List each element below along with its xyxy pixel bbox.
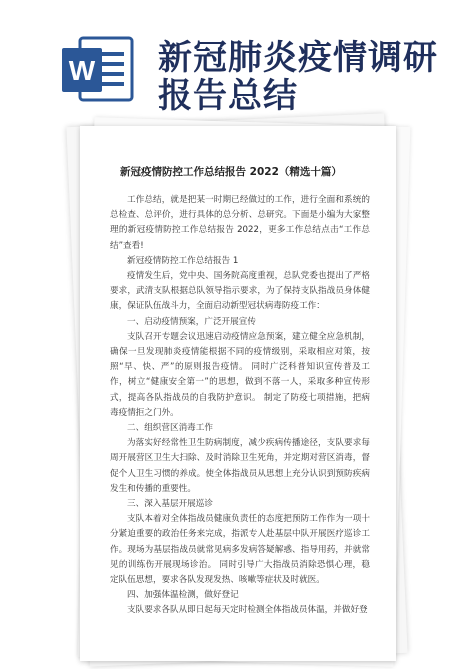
paragraph-section-4: 支队要求各队从即日起每天定时检测全体指战员体温，并做好登 — [127, 605, 368, 616]
paragraph-section-2: 为落实好经常性卫生防病制度，减少疾病传播途径，支队要求每周开展营区卫生大扫除、及时消除卫生死角，并定期对营区消毒，督促个人卫生习惯的养成。使全体指战员从思想上充分认识到预防疾病发生和传播的重要性。 — [110, 438, 370, 494]
paragraph-intro: 工作总结，就是把某一时期已经做过的工作，进行全面和系统的总检查、总评价，进行具体的总分析、总研究。下面是小编为大家整理的新冠疫情防控工作总结报告 2022，更多工作总结点击“工作总结”查看! — [110, 195, 370, 251]
section-heading-1: 一、启动疫情预案，广泛开展宣传 — [127, 316, 256, 327]
paragraph-section-1: 支队召开专题会议迅速启动疫情应急预案，建立健全应急机制，确保一旦发现肺炎疫情能根据不同的疫情级别，采取相应对策，按照“早、快、严”的原则报告疫情。 同时广泛科普知识宣传普及工作，树立“健康安全第一”的思想，做到不落一人，采取多种宣传形式，提高各队指战员的自我防护意识。 制定了防疫七项措施，把病毒疫情拒之门外。 — [110, 331, 370, 418]
paragraph-report-number: 新冠疫情防控工作总结报告 1 — [127, 255, 239, 266]
document-title: 新冠疫情防控工作总结报告 2022（精选十篇） — [120, 166, 342, 178]
header-banner — [0, 0, 474, 116]
paragraph-section-3: 支队本着对全体指战员健康负责任的态度把预防工作作为一项十分紧迫重要的政治任务来完成，指派专人赴基层中队开展医疗巡诊工作。现场为基层指战员就常见病多发病答疑解惑、指导用药，并就常见的训练伤开展现场诊治。 同时引导广大指战员消除恐惧心理，稳定队伍思想，要求各队发现发热、咳嗽等症状及时就医。 — [110, 514, 370, 586]
section-heading-4: 四、加强体温检测，做好登记 — [127, 590, 239, 601]
page-title-line-1: 新冠肺炎疫情调研 — [158, 38, 438, 78]
paragraph-background: 疫情发生后，党中央、国务院高度重视，总队党委也提出了严格要求，武清支队根据总队领导指示要求，为了保持支队指战员身体健康，保证队伍战斗力，全面启动新型冠状病毒防疫工作： — [110, 271, 370, 312]
word-logo-letter: W — [68, 55, 96, 86]
word-document-icon — [58, 28, 138, 108]
section-heading-3: 三、深入基层开展巡诊 — [127, 499, 213, 510]
section-heading-2: 二、组织营区消毒工作 — [127, 423, 213, 434]
page-title-line-2: 报告总结 — [158, 76, 298, 116]
document-page — [80, 126, 396, 661]
